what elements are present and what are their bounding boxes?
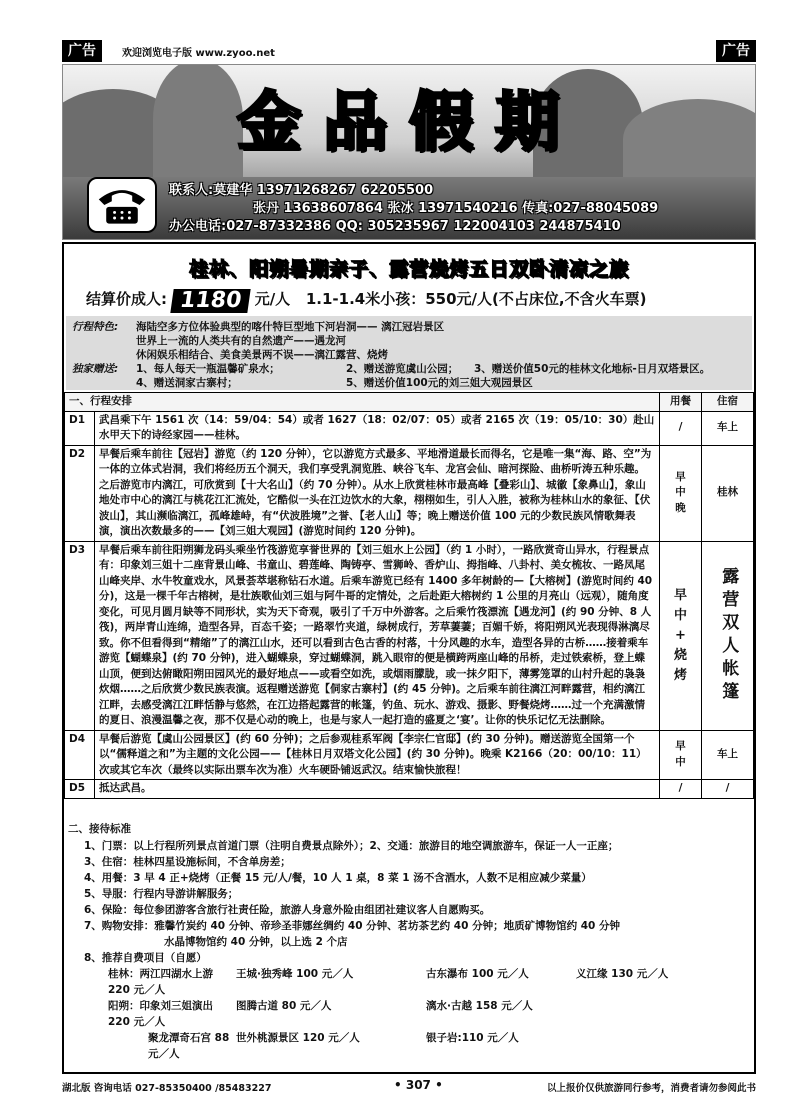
optional-item	[576, 1030, 678, 1062]
optional-item: 桂林：两江四湖水上游 220 元／人	[108, 968, 213, 996]
features-box	[66, 316, 752, 390]
day-stay-text: 露营双人帐篷	[718, 566, 739, 705]
optional-item: 图腾古道 80 元／人	[236, 1000, 332, 1012]
standard-item: 4、用餐：3 早 4 正+烧烤（正餐 15 元/人/餐，10 人 1 桌，8 菜 1 汤不含酒水，人数不足相应减少菜量）	[84, 872, 592, 884]
day-stay: 车上	[702, 730, 754, 780]
day-label: D5	[65, 780, 95, 799]
contact-line-1: 联系人:莫建华 13971268267 62205500	[169, 183, 434, 198]
gift-item: 4、赠送洞家古寨村；	[136, 377, 238, 389]
footer-contact: 湖北版 咨询电话 027-85350400 /85483227	[62, 1083, 272, 1094]
table-row	[65, 780, 754, 799]
table-row	[65, 730, 754, 780]
day-description: 早餐后游览【虞山公园景区】(约 60 分钟)；之后参观桂系军阀【李宗仁官邸】(约 30 分钟)。赠送游览全国第一个以“儒释道之和”为主题的文化公园——【桂林日月双塔文化公园】(约 30 分钟)。晚乘 K2166（20：00/10：11）次或其它车次（最终以实际出票车次为准）火车硬卧铺返武汉。结束愉快旅程！	[95, 730, 660, 780]
gift-item: 1、每人每天一瓶温馨矿泉水；	[136, 363, 280, 375]
page-number: • 307 •	[394, 1078, 443, 1092]
header-stay: 住宿	[702, 393, 754, 412]
standard-item: 6、保险：每位参团游客含旅行社责任险，旅游人身意外险由组团社建议客人自愿购买。	[84, 904, 491, 916]
day-description: 武昌乘下午 1561 次（14：59/04：54）或者 1627（18：02/07：05）或者 2165 次（19：05/10：30）赴山水甲天下的诗经家园——桂林。	[95, 411, 660, 445]
optional-item: 义江缘 130 元／人	[576, 968, 669, 980]
page-footer	[62, 1078, 756, 1096]
gift-item: 2、赠送游览虞山公园；	[346, 363, 459, 375]
standard-item: 水晶博物馆约 40 分钟，以上选 2 个店	[164, 936, 348, 948]
day-meal: 早 中 晚	[660, 445, 702, 541]
gift-item: 5、赠送价值100元的刘三姐大观园景区	[346, 377, 533, 389]
day-label: D1	[65, 411, 95, 445]
feature-line: 世界上一流的人类共有的自然遗产——遇龙河	[136, 335, 346, 347]
day-description: 早餐后乘车前往【冠岩】游览（约 120 分钟），它以游览方式最多、平地滑道最长而得名，它是唯一集“海、路、空”为一体的立体式岩洞，我们将经历五个洞天，我们享受乳洞览胜、峡谷飞车、龙宫会仙、暗河探险、曲桥听涛五种乐趣。之后游览市内漓江，可欣赏到【十大名山】（约 70 分钟）。从水上欣赏桂林市最高峰【叠彩山】、城徽【象鼻山】，象山地处市中心的漓江与桃花江汇流处，它酷似一头在江边饮水的大象，栩栩如生，引人入胜，被称为桂林山水的象征、【伏波山】，其山濒临漓江，孤峰雄峙，有“伏波胜境”之誉、【老人山】等；晚上赠送价值 100 元的少数民族风情歌舞表演，演出次数最多的——【刘三姐大观园】(游览时间约 120 分钟)。	[95, 445, 660, 541]
standard-item: 8、推荐自费项目（自愿）	[84, 952, 207, 964]
optional-item: 阳朔：印象刘三姐演出 220 元／人	[108, 1000, 213, 1028]
day-label: D4	[65, 730, 95, 780]
day-description: 抵达武昌。	[95, 780, 660, 799]
optional-item	[576, 998, 678, 1030]
day-stay: /	[702, 780, 754, 799]
day-meal: /	[660, 780, 702, 799]
day-meal: /	[660, 411, 702, 445]
top-bar	[62, 40, 756, 62]
optional-item: 银子岩:110 元／人	[426, 1032, 519, 1044]
day-label: D2	[65, 445, 95, 541]
itinerary-table	[64, 392, 754, 799]
telephone-icon	[87, 177, 157, 233]
price-unit: 元/人	[254, 290, 291, 308]
optional-item: 古东瀑布 100 元／人	[426, 968, 529, 980]
contact-line-3: 办公电话:027-87332386 QQ: 305235967 122004103 244875410	[169, 219, 621, 234]
feature-label: 行程特色:	[72, 321, 119, 333]
day-stay: 桂林	[702, 445, 754, 541]
service-standards	[64, 820, 754, 1062]
price-label: 结算价成人:	[86, 290, 167, 308]
table-row	[65, 445, 754, 541]
header-meal: 用餐	[660, 393, 702, 412]
day-meal: 早 中 + 烧 烤	[660, 541, 702, 730]
standard-item: 1、门票：以上行程所列景点首道门票（注明自费景点除外）；2、交通：旅游目的地空调旅游车，保证一人一正座；	[84, 840, 619, 852]
standards-heading: 二、接待标准	[68, 823, 131, 835]
day-stay	[702, 541, 754, 730]
feature-line: 海陆空多方位体验典型的喀什特巨型地下河岩洞—— 漓江冠岩景区	[136, 321, 445, 333]
day-meal: 早 中	[660, 730, 702, 780]
banner	[62, 64, 756, 240]
optional-item: 聚龙潭奇石宫 88 元／人	[148, 1032, 230, 1060]
day-description: 早餐后乘车前往阳朔狮龙码头乘坐竹筏游览享誉世界的【刘三姐水上公园】（约 1 小时），一路欣赏奇山异水，行程景点有：印象刘三姐十二座背景山峰、书童山、碧莲峰、陶铸亭、雪狮岭、香炉山、拇指峰、八卦村、美女梳妆、一路凤尾山峰夹岸、水牛牧童戏水，风景荟萃堪称钻石水道。后乘车游览已经有 1400 多年树龄的—【大榕树】(游览时间约 40 分)，这是一棵千年古榕树，是壮族歌仙刘三姐与阿牛哥的定情处，之后赴距大榕树约 1 公里的月亮山（远观），随角度变化，可见月圆月缺等不同形状，实为天下奇观，吸引了千万中外游客。之后乘竹筏漂流【遇龙河】(约 90 分钟、8 人筏)，两岸青山连绵，造型各异，百态千姿；一路翠竹夹道，绿树成行，芳草萋萋；百媚千娇，将阳朔风光表现得淋漓尽致。你不但看得到“精缩”了的漓江山水，还可以看到古色古香的村落，十分风趣的水车，造型各异的古桥……接着乘车游览【蝴蝶泉】(约 70 分钟)，进入蝴蝶泉，穿过蝴蝶洞，跳入眼帘的便是横跨两座山峰的吊桥，走过铁索桥，登上蝶山顶，便到达俯瞰阳朔田园风光的最好地点——或看空如洗，或烟雨朦胧，或一抹夕阳下，薄雾笼罩的山村升起的袅袅炊烟……之后欣赏少数民族表演。返程赠送游览【侗家古寨村】(约 45 分钟)。之后乘车前往漓江河畔露营，相约漓江江畔，去感受漓江江畔恬静与悠然，在江边搭起露营的帐篷，钓鱼、玩水、游戏、摄影、野餐烧烤……过一个充满激情的夏日、浪漫温馨之夜，那不仅是心动的晚上，也是与家人一起打造的盛夏之‘宴’。让你的快乐记忆无法删除。	[95, 541, 660, 730]
table-header	[65, 393, 754, 412]
table-row	[65, 411, 754, 445]
price-line	[86, 288, 646, 313]
standard-item: 7、购物安排：雅馨竹炭约 40 分钟、帝珍圣菲娜丝绸约 40 分钟、茗坊茶艺约 40 分钟；地质矿博物馆约 40 分钟	[84, 920, 620, 932]
header-section: 一、行程安排	[65, 393, 660, 412]
gift-item: 3、赠送价值50元的桂林文化地标-日月双塔景区。	[474, 363, 711, 375]
itinerary-panel	[62, 242, 756, 1074]
day-label: D3	[65, 541, 95, 730]
child-price: 1.1-1.4米小孩：550元/人(不占床位,不含火车票)	[305, 290, 647, 308]
contact-line-2: 张丹 13638607864 张冰 13971540216 传真:027-88045089	[253, 201, 659, 216]
welcome-text: 欢迎浏览电子版 www.zyoo.net	[122, 48, 275, 59]
price-value: 1180	[171, 289, 252, 313]
standard-item: 5、导服：行程内导游讲解服务；	[84, 888, 239, 900]
ad-tag-right: 广告	[716, 40, 756, 62]
optional-items	[64, 966, 754, 1062]
optional-item: 漓水·古越 158 元／人	[426, 1000, 533, 1012]
optional-item: 世外桃源景区 120 元／人	[236, 1032, 360, 1044]
table-row	[65, 541, 754, 730]
optional-item: 王城·独秀峰 100 元／人	[236, 968, 354, 980]
feature-line: 休闲娱乐相结合、美食美景两不误——漓江露营、烧烤	[136, 349, 388, 361]
brand-title: 金品假期	[237, 85, 581, 160]
ad-tag-left: 广告	[62, 40, 102, 62]
gift-label: 独家赠送:	[72, 363, 119, 375]
footer-disclaimer: 以上报价仅供旅游同行参考，消费者请勿参阅此书	[546, 1083, 756, 1094]
day-stay: 车上	[702, 411, 754, 445]
standard-item: 3、住宿：桂林四星设施标间，不含单房差；	[84, 856, 291, 868]
trip-title: 桂林、阳朔暑期亲子、露营烧烤五日双卧清凉之旅	[188, 258, 629, 280]
